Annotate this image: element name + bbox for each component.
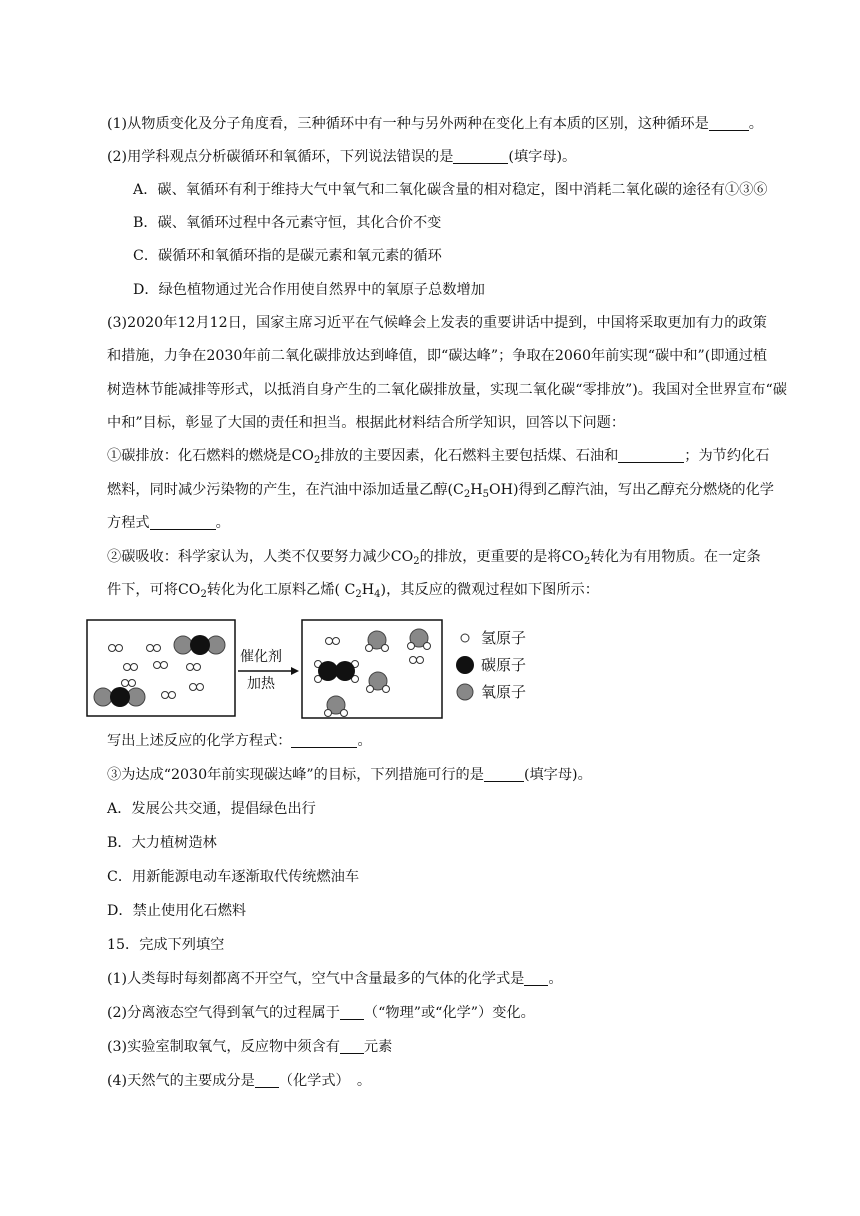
legend-oxygen: 氧原子 <box>481 683 527 701</box>
q3-option-d: D．禁止使用化石燃料 <box>107 903 247 919</box>
co2-molecule-bottom <box>94 687 145 707</box>
p3-text: ③为达成“2030年前实现碳达峰”的目标，下列措施可行的是 <box>107 767 484 783</box>
h2-molecule <box>109 645 116 652</box>
q2-option-a: A．碳、氧循环有利于维持大气中氧气和二氧化碳含量的相对稳定，图中消耗二氧化碳的途径有①③⑥ <box>133 182 768 198</box>
subscript: 2 <box>463 489 471 500</box>
arrow-label-top: 催化剂 <box>240 649 282 665</box>
q15-sub-1 <box>107 969 563 989</box>
q3-part-3 <box>107 765 592 785</box>
p1-blank-equation[interactable] <box>150 515 216 530</box>
q15-s2-text: (2)分离液态空气得到氧气的过程属于 <box>107 1005 340 1021</box>
p2-line2-c: H <box>361 582 375 598</box>
subscript: 2 <box>413 556 420 567</box>
q3-line-2: 和措施，力争在2030年前二氧化碳排放达到峰值，即“碳达峰”；争取在2060年前实现“碳中和”(即通过植 <box>107 348 768 364</box>
p2-line2-a: 件下，可将CO <box>107 582 201 598</box>
q3-part-1-line-2 <box>107 480 774 500</box>
p1-text-c: ；为节约化石 <box>684 448 770 464</box>
q3-part-2-line-1 <box>107 547 761 567</box>
q3-line-1: (3)2020年12月12日，国家主席习近平在气候峰会上发表的重要讲话中提到，中国将采取更加有力的政策 <box>107 315 767 331</box>
p1-text-b: 排放的主要因素，化石燃料主要包括煤、石油和 <box>320 448 619 464</box>
q15-s3-end: 元素 <box>363 1039 393 1055</box>
equation-blank[interactable] <box>291 733 357 748</box>
co2-molecule-top <box>174 635 225 655</box>
q1-end: 。 <box>748 116 763 132</box>
oxygen-atom-icon <box>457 684 473 700</box>
subscript: 4 <box>374 589 381 600</box>
h2-molecule <box>187 664 194 671</box>
q15-s2-end: （“物理”或“化学”）变化。 <box>363 1005 535 1021</box>
equation-prompt: 写出上述反应的化学方程式： <box>107 733 292 749</box>
q3-part-2-line-2 <box>107 580 599 600</box>
h2-molecule <box>122 680 129 687</box>
q3-option-b: B．大力植树造林 <box>107 835 217 851</box>
legend <box>456 629 526 701</box>
p1-line2-c: OH)得到乙醇汽油，写出乙醇充分燃烧的化学 <box>489 482 774 498</box>
q1-blank[interactable] <box>709 116 749 131</box>
subscript: 2 <box>584 556 591 567</box>
q2-stem-end: (填字母)。 <box>508 149 577 165</box>
p1-line3-text: 方程式 <box>107 515 150 531</box>
q2-option-b: B．碳、氧循环过程中各元素守恒，其化合价不变 <box>133 215 442 231</box>
arrow-head-icon <box>291 667 299 675</box>
subscript: 2 <box>200 589 207 600</box>
q15-sub-3 <box>107 1037 392 1057</box>
q3-part-1-line-1 <box>107 446 769 466</box>
question-15-title: 15．完成下列填空 <box>107 937 225 953</box>
subscript: 5 <box>482 489 490 500</box>
q15-s4-end: （化学式） 。 <box>278 1073 372 1089</box>
equation-line <box>107 731 372 751</box>
carbon-atom-icon <box>456 656 474 674</box>
p1-line3-end: 。 <box>215 515 230 531</box>
q15-s2-blank[interactable] <box>340 1005 364 1020</box>
q2-option-c: C．碳循环和氧循环指的是碳元素和氧元素的循环 <box>133 248 442 264</box>
q3-line-3: 树造林节能减排等形式，以抵消自身产生的二氧化碳排放量，实现二氧化碳“零排放”)。我国对全世界宣布“碳 <box>107 382 787 398</box>
h2-molecule <box>162 692 169 699</box>
q15-s4-blank[interactable] <box>255 1073 279 1088</box>
equation-end: 。 <box>357 733 372 749</box>
h2-molecule <box>124 664 131 671</box>
p2-line2-d: )，其反应的微观过程如下图所示： <box>380 582 599 598</box>
q2-blank[interactable] <box>453 149 508 164</box>
q15-s3-blank[interactable] <box>340 1039 364 1054</box>
q15-s1-text: (1)人类每时每刻都离不开空气，空气中含量最多的气体的化学式是 <box>107 971 525 987</box>
q2-option-d: D．绿色植物通过光合作用使自然界中的氧原子总数增加 <box>133 282 485 298</box>
h2-molecule <box>190 684 197 691</box>
q2-stem-text: (2)用学科观点分析碳循环和氧循环，下列说法错误的是 <box>107 149 454 165</box>
q1-text: (1)从物质变化及分子角度看，三种循环中有一种与另外两种在变化上有本质的区别，这种循环是 <box>107 116 709 132</box>
hydrogen-atom-icon <box>461 634 469 642</box>
p1-text-a: ①碳排放：化石燃料的燃烧是CO <box>107 448 314 464</box>
arrow-label-bottom: 加热 <box>247 676 275 692</box>
h2-molecule <box>154 662 161 669</box>
question-2-stem <box>107 147 576 167</box>
q15-s1-blank[interactable] <box>524 971 548 986</box>
question-1 <box>107 114 763 134</box>
q15-s4-text: (4)天然气的主要成分是 <box>107 1073 255 1089</box>
p1-line2-b: H <box>470 482 483 498</box>
q3-part-1-line-3 <box>107 513 230 533</box>
p1-blank-fuel[interactable] <box>618 448 684 463</box>
q15-sub-4 <box>107 1071 371 1091</box>
legend-hydrogen: 氢原子 <box>481 629 527 647</box>
q15-s1-end: 。 <box>548 971 563 987</box>
q3-option-a: A．发展公共交通，提倡绿色出行 <box>107 801 316 817</box>
p1-line2-a: 燃料，同时减少污染物的产生，在汽油中添加适量乙醇(C <box>107 482 464 498</box>
reaction-diagram-svg <box>85 616 545 722</box>
q15-s3-text: (3)实验室制取氧气，反应物中须含有 <box>107 1039 340 1055</box>
p2-text-c: 转化为有用物质。在一定条 <box>590 549 761 565</box>
p3-end: (填字母)。 <box>523 767 592 783</box>
p3-blank[interactable] <box>484 767 524 782</box>
q3-option-c: C．用新能源电动车逐渐取代传统燃油车 <box>107 869 360 885</box>
p2-text-a: ②碳吸收：科学家认为，人类不仅要努力减少CO <box>107 549 414 565</box>
h2-molecule <box>147 645 154 652</box>
p2-text-b: 的排放，更重要的是将CO <box>419 549 584 565</box>
legend-carbon: 碳原子 <box>481 656 527 674</box>
p2-line2-b: 转化为化工原料乙烯( C <box>206 582 356 598</box>
q3-line-4: 中和”目标，彰显了大国的责任和担当。根据此材料结合所学知识，回答以下问题： <box>107 415 626 431</box>
subscript: 2 <box>313 455 321 466</box>
subscript: 2 <box>355 589 362 600</box>
q15-sub-2 <box>107 1003 535 1023</box>
reaction-diagram <box>85 616 545 722</box>
